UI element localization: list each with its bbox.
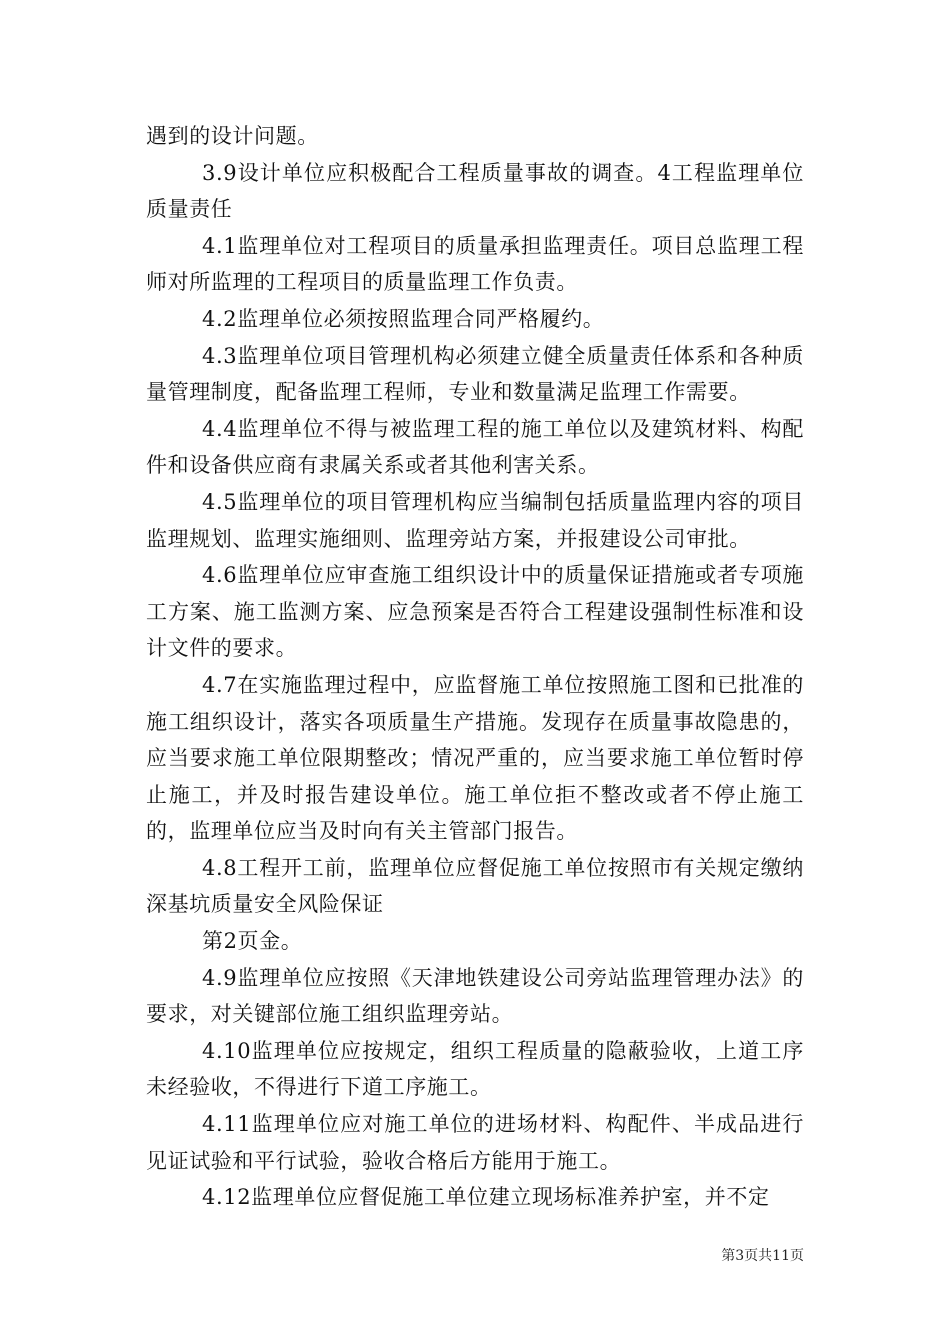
document-body xyxy=(146,118,804,1216)
paragraph-4-7: 4.7在实施监理过程中，应监督施工单位按照施工图和已批准的施工组织设计，落实各项质量生产措施。发现存在质量事故隐患的，应当要求施工单位限期整改；情况严重的，应当要求施工单位暂时停止施工，并及时报告建设单位。施工单位拒不整改或者不停止施工的，监理单位应当及时向有关主管部门报告。 xyxy=(146,672,804,844)
paragraph-4-1: 4.1监理单位对工程项目的质量承担监理责任。项目总监理工程师对所监理的工程项目的质量监理工作负责。 xyxy=(146,233,804,295)
paragraph-continuation: 遇到的设计问题。 xyxy=(146,124,319,148)
paragraph-4-12: 4.12监理单位应督促施工单位建立现场标准养护室，并不定 xyxy=(202,1185,770,1210)
paragraph-4-4: 4.4监理单位不得与被监理工程的施工单位以及建筑材料、构配件和设备供应商有隶属关系或者其他利害关系。 xyxy=(146,416,804,478)
paragraph-4-11: 4.11监理单位应对施工单位的进场材料、构配件、半成品进行见证试验和平行试验，验收合格后方能用于施工。 xyxy=(146,1112,804,1173)
paragraph-4-9: 4.9监理单位应按照《天津地铁建设公司旁站监理管理办法》的要求，对关键部位施工组织监理旁站。 xyxy=(146,965,804,1027)
paragraph-4-10: 4.10监理单位应按规定，组织工程质量的隐蔽验收，上道工序未经验收，不得进行下道工序施工。 xyxy=(146,1038,804,1100)
paragraph-4-3: 4.3监理单位项目管理机构必须建立健全质量责任体系和各种质量管理制度，配备监理工程师，专业和数量满足监理工作需要。 xyxy=(146,343,804,405)
paragraph-4-5: 4.5监理单位的项目管理机构应当编制包括质量监理内容的项目监理规划、监理实施细则、监理旁站方案，并报建设公司审批。 xyxy=(146,489,804,551)
paragraph-4-2: 4.2监理单位必须按照监理合同严格履约。 xyxy=(202,306,605,331)
page-number-footer: 第3页共11页 xyxy=(721,1248,804,1264)
paragraph-4-8: 4.8工程开工前，监理单位应督促施工单位按照市有关规定缴纳深基坑质量安全风险保证 xyxy=(146,855,804,917)
paragraph-3-9: 3.9设计单位应积极配合工程质量事故的调查。4工程监理单位质量责任 xyxy=(146,160,804,222)
paragraph-4-6: 4.6监理单位应审查施工组织设计中的质量保证措施或者专项施工方案、施工监测方案、应急预案是否符合工程建设强制性标准和设计文件的要求。 xyxy=(146,563,804,661)
paragraph-page-fragment: 第2页金。 xyxy=(202,929,303,954)
